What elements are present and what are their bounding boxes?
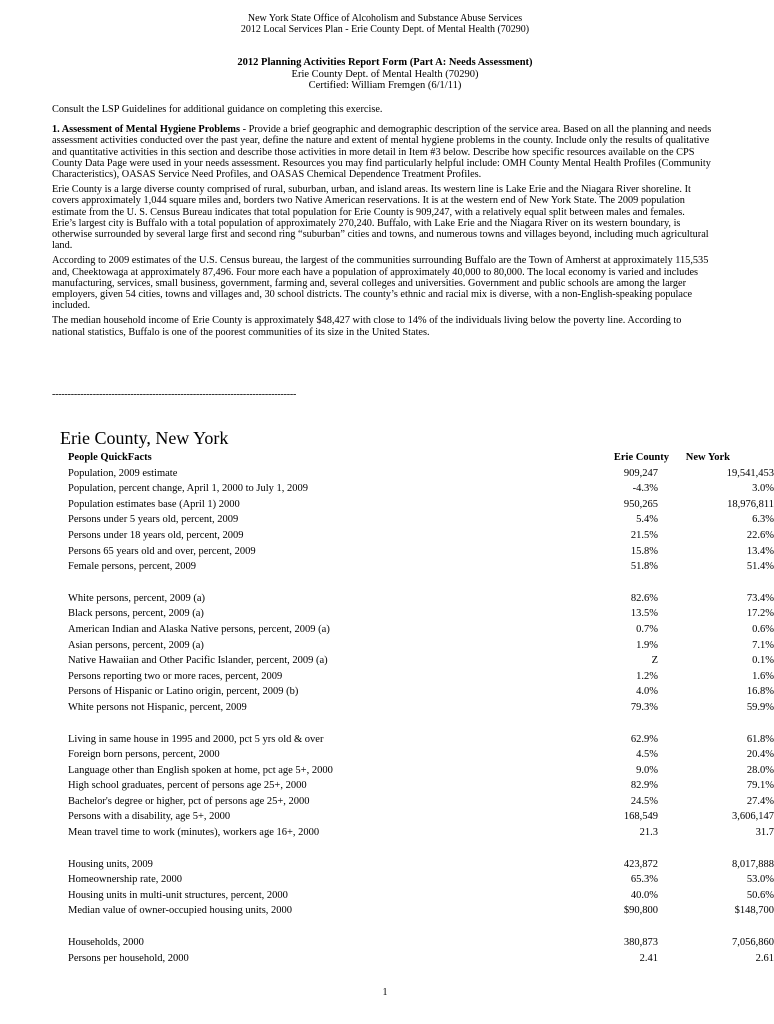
erie-county-value: 79.3%: [630, 701, 658, 713]
quickfacts-header-row: [68, 452, 770, 468]
form-subtitle-agency: Erie County Dept. of Mental Health (70290): [291, 68, 479, 80]
row-label: Asian persons, percent, 2009 (a): [68, 639, 204, 651]
section-1-intro: [52, 124, 714, 180]
erie-county-value: 21.5%: [630, 529, 658, 541]
row-label: Living in same house in 1995 and 2000, pct 5 yrs old & over: [68, 733, 324, 745]
row-label: White persons, percent, 2009 (a): [68, 592, 206, 604]
table-row: [68, 764, 774, 781]
table-row: [68, 858, 774, 875]
erie-county-value: 21.3: [639, 827, 658, 839]
form-subtitle-certified: Certified: William Fremgen (6/1/11): [308, 80, 462, 91]
new-york-value: 3.0%: [752, 483, 774, 495]
row-label: Persons with a disability, age 5+, 2000: [68, 811, 231, 823]
new-york-value: 7,056,860: [732, 937, 774, 949]
table-row: [68, 795, 774, 812]
row-label: Population, 2009 estimate: [68, 467, 178, 479]
new-york-value: 17.2%: [746, 608, 774, 620]
row-label: Households, 2000: [68, 937, 144, 949]
table-row: [68, 561, 774, 577]
page-header: [0, 13, 770, 35]
paragraph-buffalo: Erie’s largest city is Buffalo with a total population of approximately 270,240. Buffalo, with Lake Erie and the Niagara River on its western boundary, is otherwise surrounded by several large first and second ring “suburban” cities and towns, and numerous towns and villages beyond, including much agricultural land.: [52, 217, 709, 252]
table-row: [68, 937, 774, 953]
row-label: Population estimates base (April 1) 2000: [68, 498, 240, 510]
new-york-value: 28.0%: [746, 764, 774, 776]
table-row: [68, 811, 774, 827]
table-row: [68, 514, 774, 530]
erie-county-value: 82.6%: [630, 592, 658, 604]
table-row: [68, 952, 774, 969]
table-row: [68, 529, 774, 546]
row-label: Homeownership rate, 2000: [68, 874, 183, 886]
header-line-1: New York State Office of Alcoholism and Substance Abuse Services: [247, 13, 523, 24]
erie-county-value: 1.9%: [636, 639, 658, 651]
table-row: [68, 874, 774, 890]
erie-county-value: 4.5%: [636, 749, 658, 761]
erie-county-value: 51.8%: [630, 561, 658, 573]
quickfacts-header-label: People QuickFacts: [68, 452, 152, 463]
new-york-value: 8,017,888: [732, 858, 774, 870]
new-york-value: 53.0%: [746, 874, 774, 886]
new-york-value: 0.6%: [752, 623, 774, 635]
erie-county-value: 950,265: [623, 498, 658, 510]
table-row: [68, 498, 774, 515]
row-label: Population, percent change, April 1, 2000 to July 1, 2009: [68, 483, 309, 495]
row-label: Persons under 18 years old, percent, 2009: [68, 529, 244, 541]
row-label: Persons under 5 years old, percent, 2009: [68, 514, 239, 526]
section-1-heading: 1. Assessment of Mental Hygiene Problems: [52, 124, 240, 136]
row-label: Native Hawaiian and Other Pacific Islander, percent, 2009 (a): [68, 655, 328, 667]
table-row: [68, 592, 774, 609]
table-row: [68, 545, 774, 562]
table-row: [68, 686, 774, 702]
quickfacts-table: [68, 452, 774, 968]
table-row: [68, 827, 774, 843]
column-header-erie-county: Erie County: [613, 452, 669, 463]
paragraph-income: The median household income of Erie County is approximately $48,427 with close to 14% of the individuals living below the poverty line. According to national statistics, Buffalo is one of the poorest communities of its size in the United States.: [52, 315, 682, 338]
table-row: [68, 749, 774, 765]
table-row: [68, 655, 774, 671]
needs-assessment-text: [52, 104, 714, 342]
table-row: [68, 780, 774, 796]
new-york-value: 3,606,147: [732, 811, 774, 823]
row-label: Median value of owner-occupied housing units, 2000: [68, 905, 293, 917]
group-spacer: [68, 718, 770, 734]
erie-county-value: 168,549: [623, 811, 658, 823]
paragraph-geography: Erie County is a large diverse county comprised of rural, suburban, urban, and island areas. Its western line is Lake Erie and the Niagara River shoreline. It covers approximately 1,044 square miles and, borders two Native American reservations. It is at the western end of New York State. The 2009 population estimate from the U. S. Census Bureau indicates that total population for Erie County is 909,247, with a relatively equal split between males and females.: [52, 184, 691, 218]
page-number: 1: [382, 987, 388, 998]
table-row: [68, 639, 774, 656]
erie-county-value: 423,872: [623, 858, 658, 870]
new-york-value: 1.6%: [752, 670, 774, 682]
erie-county-value: 15.8%: [630, 545, 658, 557]
erie-county-value: 65.3%: [630, 874, 658, 886]
row-label: High school graduates, percent of persons age 25+, 2000: [68, 780, 307, 792]
new-york-value: 0.1%: [752, 655, 774, 667]
row-label: Persons per household, 2000: [68, 952, 189, 964]
section-1-instructions: - Provide a brief geographic and demographic description of the service area. Based on all the planning and needs assessment activities conducted over the past year, define the nature and extent of mental hygiene problems in the county. Include only the results of qualitative and quantitative activities in this section and describe those activities in more detail in Item #3 below. Describe how specific resources available on the CPS County Data Page were used in your needs assessment. Resources you may find particularly helpful include: OMH County Mental Health Profiles (Community Characteristics), OASAS Service Need Profiles, and OASAS Chemical Dependence Treatment Profiles.: [52, 124, 712, 181]
new-york-value: 31.7: [755, 827, 774, 839]
new-york-value: 16.8%: [746, 686, 774, 698]
separator-line: ------------------------------------------------------------------------------: [52, 389, 297, 400]
erie-county-value: 9.0%: [636, 764, 658, 776]
row-label: White persons not Hispanic, percent, 2009: [68, 701, 247, 713]
row-label: Housing units, 2009: [68, 858, 153, 870]
erie-county-value: 4.0%: [636, 686, 658, 698]
new-york-value: $148,700: [734, 905, 774, 917]
new-york-value: 20.4%: [746, 749, 774, 761]
erie-county-value: 82.9%: [630, 780, 658, 792]
new-york-value: 22.6%: [746, 529, 774, 541]
new-york-value: 51.4%: [746, 561, 774, 573]
table-row: [68, 467, 774, 484]
guidelines-note: Consult the LSP Guidelines for additional guidance on completing this exercise.: [52, 104, 383, 115]
table-row: [68, 623, 774, 640]
erie-county-value: 40.0%: [630, 889, 658, 901]
erie-county-value: $90,800: [623, 905, 658, 917]
header-line-2: 2012 Local Services Plan - Erie County Dept. of Mental Health (70290): [240, 24, 530, 35]
erie-county-value: 1.2%: [636, 670, 658, 682]
erie-county-value: 380,873: [623, 937, 658, 949]
row-label: Mean travel time to work (minutes), workers age 16+, 2000: [68, 827, 320, 839]
form-title: 2012 Planning Activities Report Form (Part A: Needs Assessment): [237, 57, 533, 68]
new-york-value: 6.3%: [752, 514, 774, 526]
erie-county-value: 24.5%: [630, 795, 658, 807]
new-york-value: 18,976,811: [727, 498, 774, 510]
new-york-value: 7.1%: [752, 639, 774, 651]
quickfacts-title: Erie County, New York: [60, 428, 229, 448]
new-york-value: 13.4%: [746, 545, 774, 557]
erie-county-value: Z: [651, 655, 658, 667]
new-york-value: 19,541,453: [726, 467, 774, 479]
row-label: American Indian and Alaska Native persons, percent, 2009 (a): [68, 623, 330, 635]
table-row: [68, 889, 774, 906]
row-label: Black persons, percent, 2009 (a): [68, 608, 204, 620]
table-row: [68, 905, 774, 921]
table-row: [68, 670, 774, 687]
table-row: [68, 701, 774, 718]
row-label: Persons of Hispanic or Latino origin, percent, 2009 (b): [68, 686, 299, 698]
group-spacer: [68, 577, 770, 593]
paragraph-communities: According to 2009 estimates of the U.S. Census bureau, the largest of the communities surrounding Buffalo are the Town of Amherst at approximately 115,535 and, Cheektowaga at approximately 87,496. Four more each have a population of approximately 40,000 to 80,000. The local economy is varied and includes manufacturing, services, small business, government, farming and, several colleges and universities. Government and public schools are among the larger employers, given 54 cities, towns and villages and, 30 school districts. The county’s ethnic and racial mix is diverse, with a non-English-speaking populace included.: [52, 255, 709, 312]
table-row: [68, 608, 774, 624]
new-york-value: 79.1%: [746, 780, 774, 792]
row-label: Language other than English spoken at home, pct age 5+, 2000: [68, 764, 333, 776]
new-york-value: 59.9%: [746, 701, 774, 713]
erie-county-value: 5.4%: [636, 514, 658, 526]
new-york-value: 2.61: [755, 952, 774, 964]
row-label: Foreign born persons, percent, 2000: [68, 749, 220, 761]
group-spacer: [68, 843, 770, 859]
erie-county-value: 2.41: [639, 952, 658, 964]
form-title-block: [0, 57, 770, 92]
group-spacer: [68, 921, 770, 937]
row-label: Persons 65 years old and over, percent, 2009: [68, 545, 256, 557]
new-york-value: 61.8%: [746, 733, 774, 745]
erie-county-value: 62.9%: [630, 733, 658, 745]
erie-county-value: 13.5%: [630, 608, 658, 620]
table-row: [68, 483, 774, 499]
row-label: Persons reporting two or more races, percent, 2009: [68, 670, 283, 682]
new-york-value: 73.4%: [746, 592, 774, 604]
table-row: [68, 733, 774, 750]
new-york-value: 50.6%: [746, 889, 774, 901]
erie-county-value: 909,247: [623, 467, 658, 479]
row-label: Female persons, percent, 2009: [68, 561, 197, 573]
new-york-value: 27.4%: [746, 795, 774, 807]
row-label: Housing units in multi-unit structures, percent, 2000: [68, 889, 288, 901]
erie-county-value: -4.3%: [632, 483, 658, 495]
column-header-new-york: New York: [685, 452, 730, 463]
erie-county-value: 0.7%: [636, 623, 658, 635]
row-label: Bachelor's degree or higher, pct of persons age 25+, 2000: [68, 795, 310, 807]
